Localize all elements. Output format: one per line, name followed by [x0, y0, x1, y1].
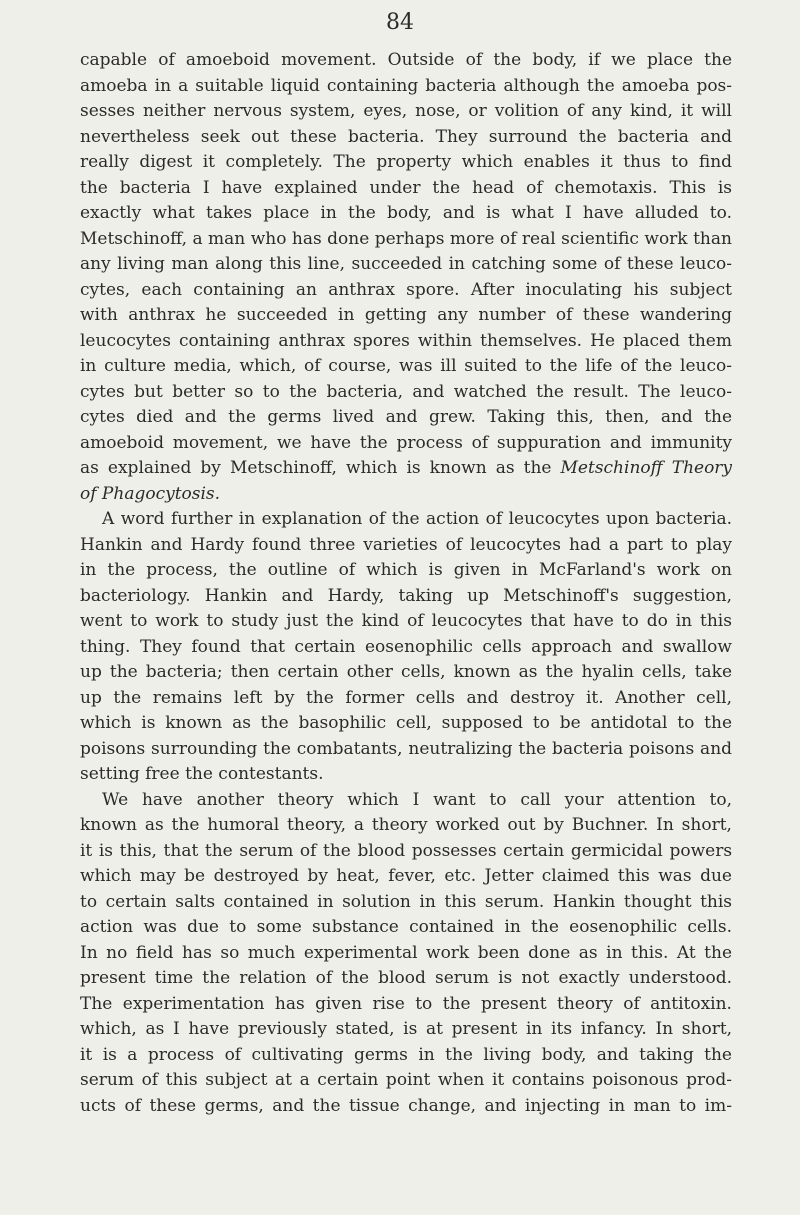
text-line	[80, 992, 732, 1018]
line-text: capable of amoeboid movement. Outside of the body, if we place the	[80, 50, 732, 70]
text-line	[80, 533, 732, 559]
line-text: amoeboid movement, we have the process of suppuration and immunity	[80, 432, 732, 453]
line-text: serum of this subject at a certain point when it contains poisonous prod-	[80, 1070, 732, 1090]
line-text: leucocytes containing anthrax spores within themselves. He placed them	[80, 330, 732, 351]
text-line	[80, 1068, 732, 1094]
line-text: sesses neither nervous system, eyes, nose, or volition of any kind, it will	[80, 101, 732, 121]
line-text: which is known as the basophilic cell, supposed to be antidotal to the	[80, 713, 732, 733]
line-text: cytes, each containing an anthrax spore. After inoculating his subject	[80, 279, 732, 300]
line-text: exactly what takes place in the body, and is what I have alluded to.	[80, 203, 732, 223]
line-text: The experimentation has given rise to the present theory of antitoxin.	[80, 993, 732, 1014]
text-line	[80, 431, 732, 457]
line-text: cytes died and the germs lived and grew. Taking this, then, and the	[80, 407, 732, 427]
text-line	[80, 737, 732, 763]
text-line	[80, 405, 732, 431]
line-text: present time the relation of the blood serum is not exactly understood.	[80, 968, 732, 988]
line-text: action was due to some substance contained in the eosenophilic cells.	[80, 917, 732, 937]
text-line	[80, 839, 732, 865]
line-text: Metschinoff, a man who has done perhaps more of real scientific work than	[80, 228, 732, 249]
text-line	[80, 48, 732, 74]
line-text: it is this, that the serum of the blood possesses certain germicidal powers	[80, 840, 732, 861]
line-text: went to work to study just the kind of leucocytes that have to do in this	[80, 611, 732, 631]
line-text: setting free the contestants.	[80, 764, 324, 784]
line-text: which, as I have previously stated, is at present in its infancy. In short,	[80, 1019, 732, 1039]
text-line	[80, 864, 732, 890]
text-line	[80, 660, 732, 686]
line-text: really digest it completely. The property which enables it thus to find	[80, 152, 732, 172]
line-text: with anthrax he succeeded in getting any number of these wandering	[80, 305, 732, 325]
line-text: Hankin and Hardy found three varieties of leucocytes had a part to play	[80, 534, 732, 555]
text-line	[80, 762, 732, 788]
text-line	[80, 558, 732, 584]
text-line	[80, 966, 732, 992]
line-text: cytes but better so to the bacteria, and watched the result. The leuco-	[80, 381, 732, 402]
text-line	[80, 584, 732, 610]
text-line	[80, 456, 732, 482]
text-line	[80, 252, 732, 278]
line-italic-text: of Phagocytosis.	[80, 483, 221, 504]
text-line	[80, 1043, 732, 1069]
line-text: amoeba in a suitable liquid containing bacteria although the amoeba pos-	[80, 75, 732, 96]
text-line	[80, 507, 732, 533]
line-text: it is a process of cultivating germs in the living body, and taking the	[80, 1044, 732, 1065]
line-text: any living man along this line, succeeded in catching some of these leuco-	[80, 254, 732, 274]
text-line	[80, 99, 732, 125]
line-text: the bacteria I have explained under the head of chemotaxis. This is	[80, 177, 732, 198]
line-text: up the remains left by the former cells and destroy it. Another cell,	[80, 687, 732, 708]
text-line	[80, 609, 732, 635]
line-text: in the process, the outline of which is given in McFarland's work on	[80, 560, 732, 580]
line-text: known as the humoral theory, a theory worked out by Buchner. In short,	[80, 815, 732, 835]
text-line	[80, 125, 732, 151]
line-text: which may be destroyed by heat, fever, etc. Jetter claimed this was due	[80, 866, 732, 886]
text-line	[80, 329, 732, 355]
text-line	[80, 303, 732, 329]
line-text: bacteriology. Hankin and Hardy, taking up Metschinoff's suggestion,	[80, 585, 732, 606]
text-line	[80, 941, 732, 967]
line-text: poisons surrounding the combatants, neutralizing the bacteria poisons and	[80, 738, 732, 759]
line-text: up the bacteria; then certain other cells, known as the hyalin cells, take	[80, 662, 732, 682]
text-line	[80, 635, 732, 661]
text-line	[80, 788, 732, 814]
line-text: thing. They found that certain eosenophilic cells approach and swallow	[80, 636, 732, 657]
line-text: in culture media, which, of course, was ill suited to the life of the leuco-	[80, 356, 732, 376]
line-text: We have another theory which I want to call your attention to,	[102, 789, 732, 810]
text-line	[80, 711, 732, 737]
body-text	[80, 48, 732, 1119]
text-line	[80, 150, 732, 176]
text-line	[80, 890, 732, 916]
text-line	[80, 201, 732, 227]
text-line	[80, 482, 732, 508]
text-line	[80, 1017, 732, 1043]
line-text: ucts of these germs, and the tissue change, and injecting in man to im-	[80, 1095, 732, 1116]
text-line	[80, 813, 732, 839]
line-text: to certain salts contained in solution in this serum. Hankin thought this	[80, 891, 732, 912]
line-text: In no field has so much experimental work been done as in this. At the	[80, 942, 732, 963]
line-text: nevertheless seek out these bacteria. They surround the bacteria and	[80, 126, 732, 147]
text-line	[80, 74, 732, 100]
text-line	[80, 915, 732, 941]
text-line	[80, 354, 732, 380]
line-text: as explained by Metschinoff, which is known as the	[80, 458, 561, 478]
text-line	[80, 278, 732, 304]
text-line	[80, 176, 732, 202]
line-italic-text: Metschinoff Theory	[560, 458, 732, 478]
text-line	[80, 227, 732, 253]
page-number: 84	[386, 10, 414, 35]
text-line	[80, 1094, 732, 1120]
line-text: A word further in explanation of the action of leucocytes upon bacteria.	[102, 509, 732, 529]
text-line	[80, 686, 732, 712]
text-line	[80, 380, 732, 406]
